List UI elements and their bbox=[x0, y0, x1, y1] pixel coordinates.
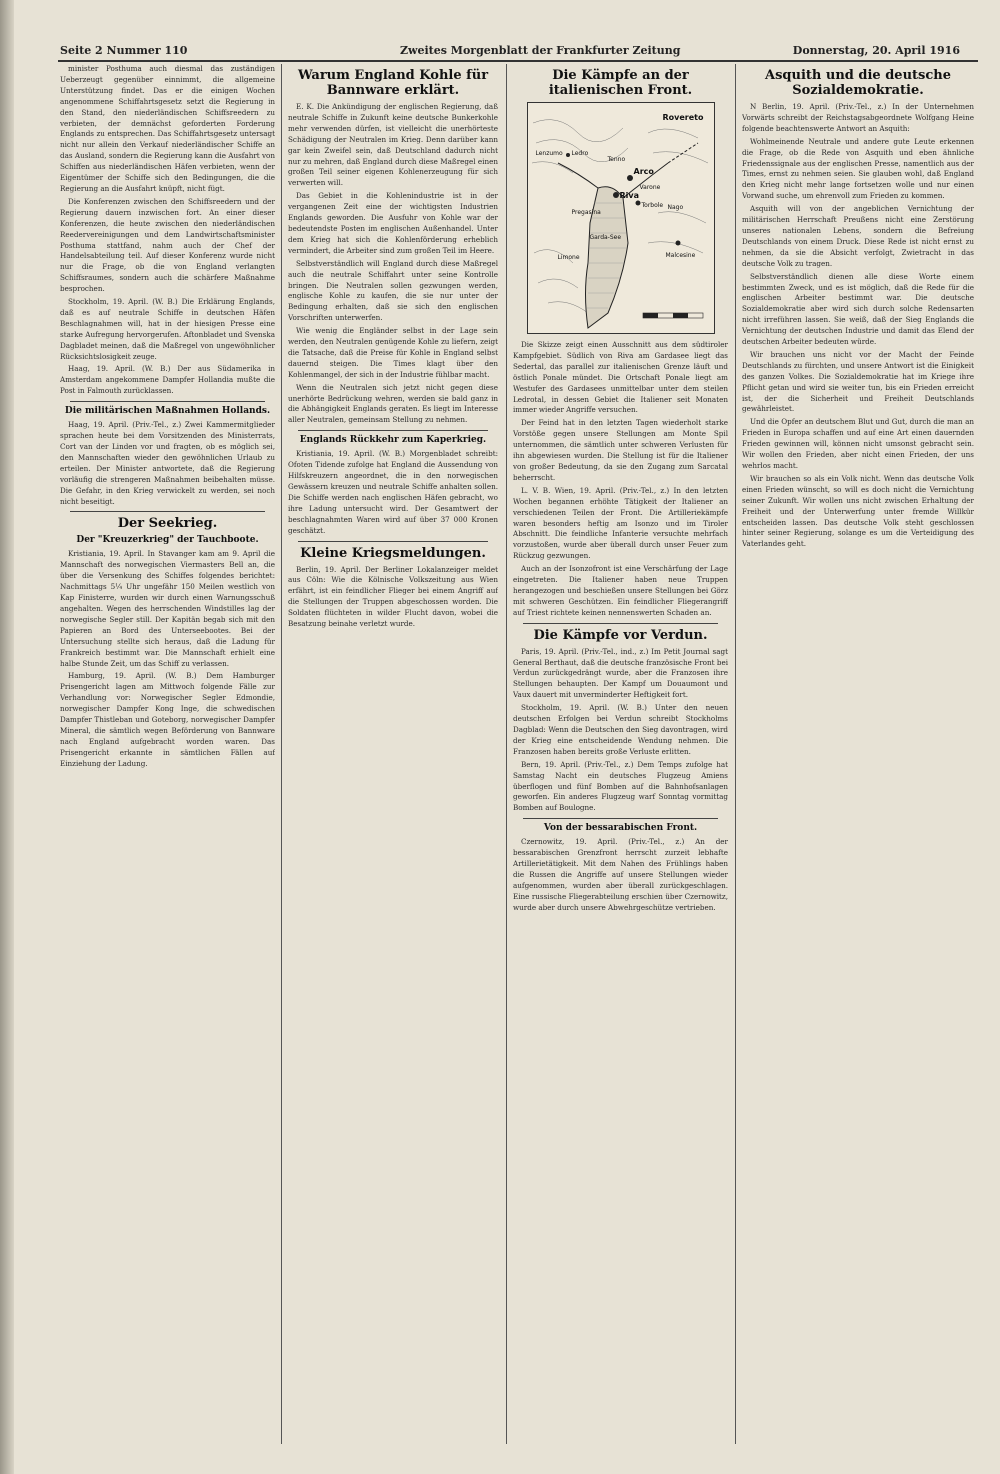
map-label-varone: Varone bbox=[639, 184, 661, 191]
article-text: Wir brauchen so als ein Volk nicht. Wenn das deutsche Volk einen Frieden wünscht, so will es doch nicht die Vernichtung seiner Zukunft. Wir wollen uns nicht zwischen Erhaltung der Freiheit und der Unterwerfung unter fremde Willkür entscheiden lassen. Das deutsche Volk steht geschlossen hinter seiner Regierung, solange es um die Verteidigung des Vaterlandes geht. bbox=[742, 473, 974, 549]
column-rule bbox=[506, 64, 507, 1444]
article-text: E. K. Die Ankündigung der englischen Regierung, daß neutrale Schiffe in Zukunft keine deutsche Bunkerkohle mehr verwenden dürfen, ist vielleicht die unerhörteste Schädigung der Neutralen im Krieg. Denn darüber kann gar kein Zweifel sein, daß Deutschland dadurch nicht nur zu mehren, daß England durch diese Maßregel einen großen Teil seiner eigenen Kohlenerzeugung für sich verwerten will. bbox=[288, 102, 498, 188]
article-text: Bern, 19. April. (Priv.-Tel., z.) Dem Temps zufolge hat Samstag Nacht ein deutsches Flugzeug Amiens überflogen und fünf Bomben auf die Bahnhofsanlagen geworfen. Ein anderes Flugzeug warf Sonntag vormittag Bomben auf Boulogne. bbox=[513, 759, 728, 813]
article-text: Berlin, 19. April. Der Berliner Lokalanzeiger meldet aus Cöln: Wie die Kölnische Volkszeitung aus Wien erfährt, ist ein feindlicher Flieger bei einem Angriff auf die Stellungen der Truppen abgeschossen worden. Die Soldaten flüchteten in wilder Flucht davon, wobei die Besatzung beinahe verletzt wurde. bbox=[288, 564, 498, 629]
divider bbox=[70, 511, 265, 512]
headline-kohle: Warum England Kohle für Bannware erklärt. bbox=[297, 68, 489, 98]
town-marker bbox=[627, 175, 633, 181]
article-text: Wohlmeinende Neutrale und andere gute Leute erkennen die Frage, ob die Rede von Asquith und eben ähnliche Friedenssignale aus der englischen Presse, namentlich aus der Times, ernst zu nehmen seien. Sie glauben wohl, daß England den Krieg nicht mehr lange fortsetzen wolle und nur einen Vorwand suche, um ehrenvoll zum Frieden zu kommen. bbox=[742, 136, 974, 201]
column-4 bbox=[742, 64, 974, 1444]
headline-kaperkrieg: Englands Rückkehr zum Kaperkrieg. bbox=[299, 435, 487, 446]
headline-kleine-kriegsmeldungen: Kleine Kriegsmeldungen. bbox=[300, 545, 486, 561]
map-label-torbole: Torbole bbox=[641, 202, 664, 209]
headline-bessarabische-front: Von der bessarabischen Front. bbox=[543, 823, 698, 834]
binding-fold bbox=[0, 0, 14, 1474]
masthead-page-number: Seite 2 Nummer 110 bbox=[60, 44, 188, 57]
article-text: N Berlin, 19. April. (Priv.-Tel., z.) In der Unternehmen Vorwärts schreibt der Reichstagsabgeordnete Wolfgang Heine folgende beachtenswerte Antwort an Asquith: bbox=[742, 102, 974, 133]
article-text: Haag, 19. April. (Priv.-Tel., z.) Zwei Kammermitglieder sprachen heute bei dem Vorsitzenden des Ministerrats, Cort van der Linden vor und fragten, ob es möglich sei, den Mannschaften wieder den gewöhnlichen Urlaub zu erteilen. Der Minister antwortete, daß die Regierung vorläufig die strengeren Maßnahmen beibehalten müsse. Die Gefahr, in den Krieg verwickelt zu werden, sei noch nicht beseitigt. bbox=[60, 420, 275, 506]
article-text: Paris, 19. April. (Priv.-Tel., ind., z.) Im Petit Journal sagt General Berthaut, daß die deutsche französische Front bei Verdun zurückgedrängt wurde, aber die Franzosen ihre Stellungen behaupten. Der Kampf um Douaumont und Vaux dauert mit unverminderter Heftigkeit fort. bbox=[513, 646, 728, 700]
column-rule bbox=[281, 64, 282, 1444]
article-text: Kristiania, 19. April. (W. B.) Morgenbladet schreibt: Ofoten Tidende zufolge hat England die Aussendung von Hilfskreuzern angeordnet, die in den norwegischen Gewässern kreuzen und neutrale Schiffe anhalten sollen. Die Schiffe werden nach englischen Häfen gebracht, wo ihre Ladung untersucht wird. Der Gesamtwert der beschlagnahmten Waren wird auf über 37 000 Kronen geschätzt. bbox=[288, 449, 498, 535]
article-text: Kristiania, 19. April. In Stavanger kam am 9. April die Mannschaft des norwegischen Viermasters Bell an, die über die Versenkung des Schiffes folgendes berichtet: Nachmittags 5¼ Uhr ungefähr 150 Meilen westlich von Kap Finisterre, wurden wir durch einen Warnungsschuß angehalten. Wegen des herrschenden Windstilles lag der norwegische Segler still. Der Kapitän begab sich mit den Papieren an Bord des Unterseebootes. Bei der Untersuchung stellte sich heraus, daß die Ladung für Frankreich bestimmt war. Die Mannschaft erhielt eine halbe Stunde Zeit, um das Schiff zu verlassen. bbox=[60, 549, 275, 668]
road bbox=[558, 163, 598, 188]
article-text: Der Feind hat in den letzten Tagen wiederholt starke Vorstöße gegen unsere Stellungen am Monte Spil unternommen, die sämtlich unter schweren Verlusten für ihn abgewiesen wurden. Die Stellung ist für die Italiener von großer Bedeutung, da sie den Zugang zum Sarcatal beherrscht. bbox=[513, 418, 728, 482]
map-label-gardasee: Garda-See bbox=[589, 234, 622, 241]
article-text: Wir brauchen uns nicht vor der Macht der Feinde Deutschlands zu fürchten, und unsere Antwort ist die Einigkeit des ganzen Volkes. Die Sozialdemokratie hat im Kriege ihre Pflicht getan und wird sie weiter tun, bis ein Frieden erreicht ist, der die Sicherheit und Freiheit Deutschlands gewährleistet. bbox=[742, 349, 974, 414]
article-text: Die Skizze zeigt einen Ausschnitt aus dem südtiroler Kampfgebiet. Südlich von Riva am Gardasee liegt das Sedertal, das parallel zur italienischen Grenze läuft und östlich Ponale mündet. Die Ortschaft Ponale liegt am Westufer des Gardasees unmittelbar unter dem steilen Ledrotal, in dessen Gebiet die Italiener seit Monaten immer wieder Angriffe versuchen. bbox=[513, 340, 728, 415]
headline-asquith: Asquith und die deutsche Sozialdemokratie. bbox=[765, 68, 951, 98]
scale-bar-fill bbox=[673, 313, 688, 318]
map-label-arco: Arco bbox=[633, 167, 654, 176]
masthead-date: Donnerstag, 20. April 1916 bbox=[792, 44, 960, 57]
article-text: Hamburg, 19. April. (W. B.) Dem Hamburger Prisengericht lagen am Mittwoch folgende Fälle zur Verhandlung vor: Norwegischer Segler Edmondie, norwegischer Dampfer Kong Inge, die schwedischen Dampfer Thistleban und Goteborg, norwegischer Dampfer Mineral, die sämtlich wegen Beförderung von Bannware nach England aufgebracht worden waren. Das Prisengericht erkannte in sämtlichen Fällen auf Einziehung der Ladung. bbox=[60, 671, 275, 768]
article-text: Selbstverständlich dienen alle diese Worte einem bestimmten Zweck, und es ist möglich, daß die Rede für die englischen Arbeiter bestimmt war. Die deutsche Sozialdemokratie aber wird sich durch solche Redensarten nicht irreführen lassen. Sie weiß, daß der Sieg Englands die Vernichtung der deutschen Industrie und damit das Elend der deutschen Arbeiter bedeuten würde. bbox=[742, 271, 974, 347]
town-marker bbox=[675, 241, 680, 246]
map-label-malcesine: Malcesine bbox=[665, 252, 696, 259]
map-label-ledro: Ledro bbox=[571, 150, 589, 157]
article-text: L. V. B. Wien, 19. April. (Priv.-Tel., z.) In den letzten Wochen begannen erhöhte Tätigkeit der Italiener an verschiedenen Teilen der Front. Die Artilleriekämpfe waren besonders heftig am Isonzo und im Tiroler Abschnitt. Die feindliche Infanterie versuchte mehrfach vorzustoßen, wurde aber überall durch unser Feuer zum Rückzug gezwungen. bbox=[513, 485, 728, 561]
article-text: Haag, 19. April. (W. B.) Der aus Südamerika in Amsterdam angekommene Dampfer Hollandia mußte die Post in Falmouth zurücklassen. bbox=[60, 364, 275, 396]
column-2 bbox=[288, 64, 498, 1444]
map-label-rovereto: Rovereto bbox=[662, 113, 704, 122]
road bbox=[668, 143, 698, 163]
article-text: Czernowitz, 19. April. (Priv.-Tel., z.) An der bessarabischen Grenzfront herrscht zurzeit lebhafte Artillerietätigkeit. Mit dem Nahen des Frühlings haben die Russen die Angriffe auf unsere Stellungen wieder aufgenommen, wurden aber überall zurückgeschlagen. Eine russische Fliegerabteilung erschien über Czernowitz, wurde aber durch unsere Abwehrgeschütze vertrieben. bbox=[513, 837, 728, 912]
headline-italienische-front: Die Kämpfe an der italienischen Front. bbox=[548, 68, 693, 98]
map-label-lenzumo: Lenzumo bbox=[535, 150, 563, 157]
article-text: Auch an der Isonzofront ist eine Verschärfung der Lage eingetreten. Die Italiener haben neue Truppen herangezogen und beschießen unsere Stellungen bei Görz mit schweren Geschützen. Ein feindlicher Fliegerangriff auf Triest richtete keinen nennenswerten Schaden an. bbox=[513, 564, 728, 617]
divider bbox=[523, 623, 718, 624]
divider bbox=[298, 541, 488, 542]
town-marker bbox=[566, 153, 570, 157]
map-label-limone: Limone bbox=[557, 254, 580, 261]
column-3 bbox=[513, 64, 728, 1444]
masthead-newspaper-title: Zweites Morgenblatt der Frankfurter Zeitung bbox=[400, 44, 681, 57]
gardasee-map bbox=[527, 102, 715, 334]
article-text: Die Konferenzen zwischen den Schiffsreedern und der Regierung dauern inzwischen fort. An einer dieser Konferenzen, die heute zwischen den niederländischen Reedervereinigungen und dem Landwirtschaftsminister Posthuma stattfand, nahm auch der Chef der Handelsabteilung teil. Auf dieser Konferenz wurde nicht nur die Frage, ob die von England verlangten Schiffsraumes, sondern auch die schärfere Maßnahme besprochen. bbox=[60, 196, 275, 294]
headline-seekrieg: Der Seekrieg. bbox=[117, 516, 218, 532]
article-text: Wenn die Neutralen sich jetzt nicht gegen diese unerhörte Bedrückung wehren, werden sie bald ganz in die Abhängigkeit Englands geraten. Es liegt im Interesse aller Neutralen, gemeinsam Stellung zu nehmen. bbox=[288, 382, 498, 425]
article-text: Selbstverständlich will England durch diese Maßregel auch die neutrale Schiffahrt unter seine Kontrolle bringen. Die Neutralen sollen gezwungen werden, englische Kohle zu kaufen, die sie nur unter der Bedingung erhalten, daß sie sich den englischen Vorschriften unterwerfen. bbox=[288, 258, 498, 323]
masthead-rule bbox=[58, 60, 978, 62]
column-rule bbox=[735, 64, 736, 1444]
map-label-nago: Nago bbox=[667, 204, 684, 211]
divider bbox=[298, 430, 488, 431]
divider bbox=[523, 818, 718, 819]
divider bbox=[70, 401, 265, 402]
town-marker bbox=[613, 192, 619, 198]
scale-bar-fill bbox=[643, 313, 658, 318]
masthead bbox=[60, 42, 980, 62]
article-text: Stockholm, 19. April. (W. B.) Die Erklärung Englands, daß es auf neutrale Schiffe in deutschen Häfen Beschlagnahmen will, hat in der hiesigen Presse eine starke Aufregung hervorgerufen. Aftonbladet und Svenska Dagbladet meinen, daß die Maßregel von ungewöhnlicher Rücksichtslosigkeit zeuge. bbox=[60, 297, 275, 361]
headline-verdun: Die Kämpfe vor Verdun. bbox=[533, 627, 708, 643]
map-label-riva: Riva bbox=[619, 191, 640, 200]
article-text: minister Posthuma auch diesmal das zuständigen Ueberzeugt gegenüber einnimmt, die allgemeine Unterstützung findet. Das er die einigen Wochen angenommene Schiffahrtsgesetz setzt die Regierung in den Stand, den niederländischen Schiffsreedern zu verbieten, der demnächst geforderten Forderung Englands zu entsprechen. Das Schiffahrtsgesetz untersagt nicht nur allein den Verkauf niederländischer Schiffe an das Ausland, sondern die Regierung kann die Ausfahrt von Schiffen aus niederländischen Häfen verbieten, wenn der Eigentümer der Schiffe sich den Bedingungen, die die Regierung an die Ausfahrt knüpft, nicht fügt. bbox=[60, 64, 275, 193]
headline-holland: Die militärischen Maßnahmen Hollands. bbox=[64, 406, 271, 417]
article-text: Asquith will von der angeblichen Vernichtung der militärischen Herrschaft Preußens nicht eine Zerstörung unseres nationalen Lebens, sondern die Befreiung Deutschlands von einem Druck. Diese Rede ist nicht ernst zu nehmen, da sie die Absicht verfolgt, Zwietracht in das deutsche Volk zu tragen. bbox=[742, 204, 974, 268]
subheadline-kreuzerkrieg: Der "Kreuzerkrieg" der Tauchboote. bbox=[76, 535, 259, 546]
article-text: Stockholm, 19. April. (W. B.) Unter den neuen deutschen Erfolgen bei Verdun schreibt Stockholms Dagblad: Wenn die Deutschen den Sieg davontragen, wird der Krieg eine entscheidende Wendung nehmen. Die Franzosen haben bereits große Verluste erlitten. bbox=[513, 703, 728, 756]
article-text: Das Gebiet in die Kohlenindustrie ist in der vergangenen Zeit eine der wichtigsten Industrien Englands geworden. Die Ausfuhr von Kohle war der bedeutendste Posten im englischen Außenhandel. Unter dem Krieg hat sich die Kohlenförderung erheblich vermindert, die Arbeiter sind zum großen Teil im Heere. bbox=[288, 191, 498, 255]
map-label-pregasina: Pregasina bbox=[571, 209, 601, 216]
article-text: Und die Opfer an deutschem Blut und Gut, durch die man an Frieden in Europa schaffen und auf eine Art einen dauernden Frieden gewinnen will, können nicht umsonst gebracht sein. Wir wollen den Frieden, aber nicht einen Frieden, der uns wehrlos macht. bbox=[742, 417, 974, 470]
column-1 bbox=[60, 64, 275, 1444]
article-text: Wie wenig die Engländer selbst in der Lage sein werden, den Neutralen genügende Kohle zu liefern, zeigt die Tatsache, daß die Preise für Kohle in England selbst dauernd steigen. Die Times klagt über den Kohlenmangel, der sich in der Industrie fühlbar macht. bbox=[288, 326, 498, 379]
map-drawing bbox=[528, 103, 714, 333]
map-label-tenno: Tenno bbox=[607, 156, 626, 163]
